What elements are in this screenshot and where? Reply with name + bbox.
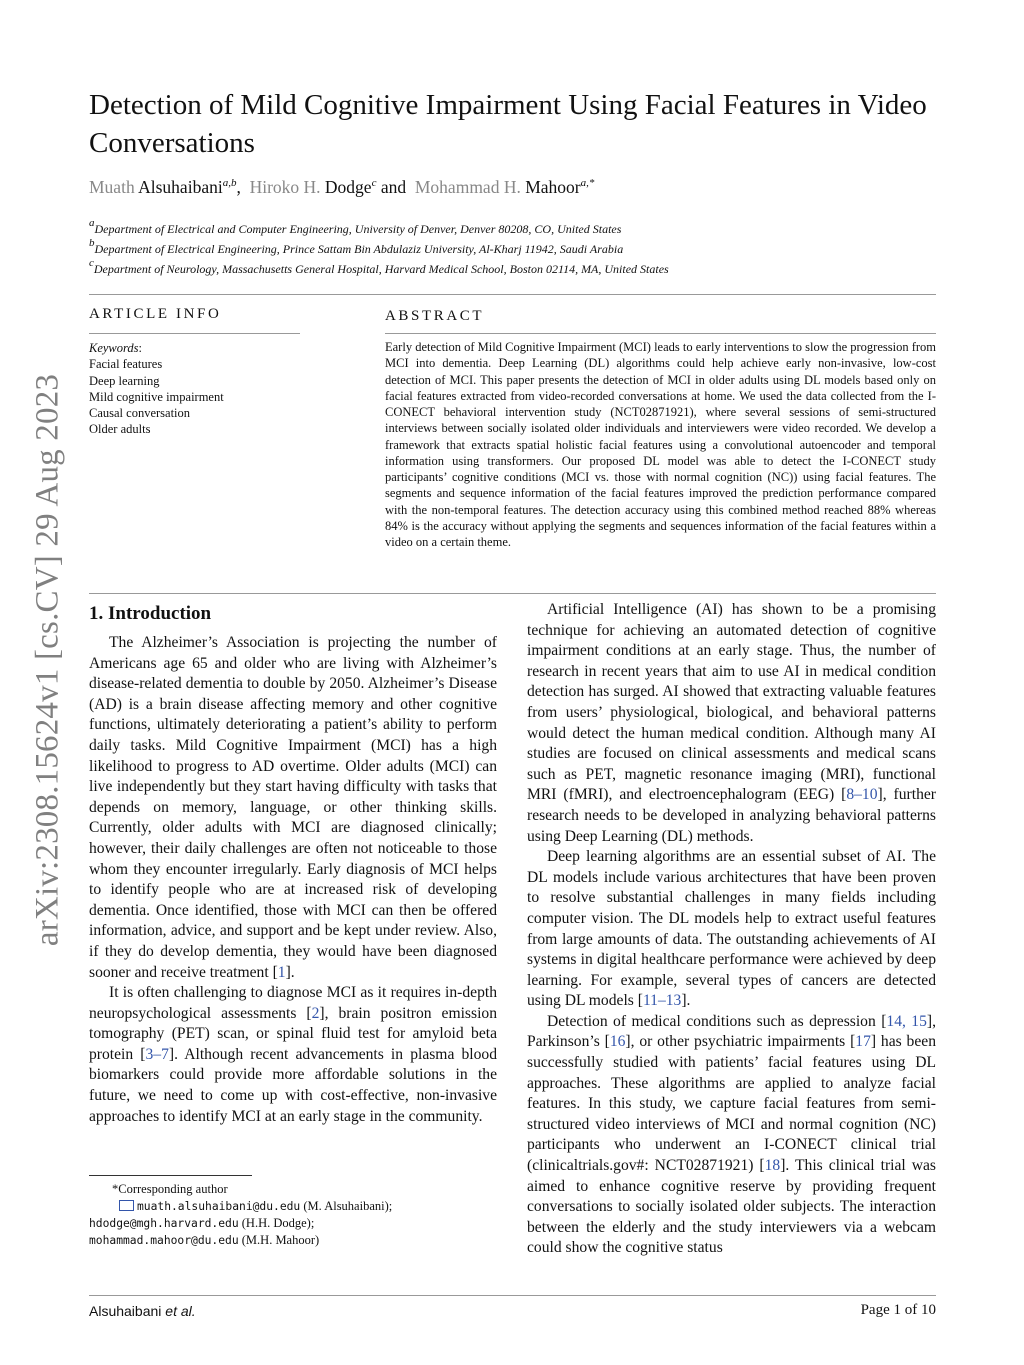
keyword-item: Mild cognitive impairment bbox=[89, 389, 224, 404]
keyword-item: Causal conversation bbox=[89, 406, 191, 421]
running-author-footer bbox=[89, 1303, 196, 1319]
email-link-3[interactable]: mohammad.mahoor@du.edu bbox=[89, 1234, 239, 1247]
footnote-corresponding: *Corresponding author bbox=[112, 1182, 228, 1196]
affiliation-a bbox=[89, 217, 622, 237]
arxiv-identifier-sidebar bbox=[18, 350, 78, 970]
citation-link[interactable]: 16 bbox=[609, 1033, 626, 1051]
abstract-heading: ABSTRACT bbox=[385, 308, 485, 324]
intro-p1-end: ]. bbox=[285, 963, 295, 981]
email-link-1[interactable]: muath.alsuhaibani@du.edu bbox=[137, 1200, 301, 1213]
arxiv-identifier-text: arXiv:2308.15624v1 [cs.CV] 29 Aug 2023 bbox=[29, 373, 66, 947]
citation-link[interactable]: 2 bbox=[311, 1004, 320, 1022]
intro-paragraph-2 bbox=[89, 983, 497, 1127]
right-column bbox=[527, 600, 936, 1259]
article-info-divider bbox=[89, 333, 300, 334]
intro-paragraph-4 bbox=[527, 847, 936, 1012]
author-and: and bbox=[380, 177, 407, 197]
intro-p2-text-a: It is often challenging to diagnose MCI as it requires in-depth neuropsychological assessments [ bbox=[89, 984, 497, 1022]
header-divider bbox=[89, 294, 936, 295]
footer-etal: et al. bbox=[161, 1303, 196, 1319]
intro-p1-text: The Alzheimer’s Association is projecting the number of Americans age 65 and older who are living with Alzheimer’s disease-related dementia to double by 2050. Alzheimer’s Disease (AD) is a brain disease affecting memory and other cognitive functions, ultimately deteriorating a patient’s ability to perform daily tasks. Mild Cognitive Impairment (MCI) has a high likelihood to progress to AD overtime. Older adults (MCI) can live independently but they start having difficulty with tasks that depends on memory, language, or other thinking skills. Currently, older adults with MCI are diagnosed clinically; however, their daily challenges are often not noticeable to those whom they encounter irregularly. Early diagnosis of MCI helps to identify people who are at increased risk of developing dementia. Once identified, those with MCI can then be offered information, advice, and support and be kept under review. Also, if they do develop dementia, they would have been diagnosed sooner and receive treatment [ bbox=[89, 634, 497, 981]
keywords-label: Keywords bbox=[89, 341, 139, 355]
affiliation-b-text: Department of Electrical Engineering, Prince Sattam Bin Abdulaziz University, Al-Kharj 11942, Saudi Arabia bbox=[94, 242, 624, 256]
intro-p4-text-b: ]. bbox=[681, 992, 691, 1010]
intro-p2-text-b: ], brain positron emission tomography (PET) scan, or spinal fluid test for amyloid beta protein [ bbox=[89, 1004, 497, 1063]
author-2-sup: c bbox=[371, 177, 377, 189]
email-owner-3: (M.H. Mahoor) bbox=[238, 1233, 320, 1247]
author-3-family: Mahoor bbox=[525, 177, 581, 197]
intro-p5-text-b: ], Parkinson’s [ bbox=[527, 1012, 936, 1051]
email-owner-1: (M. Alsuhaibani); bbox=[300, 1199, 393, 1213]
section-heading-introduction: 1. Introduction bbox=[89, 603, 212, 624]
abstract-text: Early detection of Mild Cognitive Impairment (MCI) leads to early interventions to slow the progression from MCI into dementia. Deep Learning (DL) algorithms could help achieve early non-invasive, low-cost detection of MCI. This paper presents the detection of MCI in older adults using DL models based only on facial features extracted from video-recorded conversations at home. We used the data collected from the I-CONECT behavioral intervention study (NCT02871921), where several sessions of semi-structured interviews between socially isolated older individuals and interviewers were video recorded. We develop a framework that extracts spatial holistic facial features using a convolutional autoencoder and temporal information using transformers. Our proposed DL model was able to detect the I-CONECT study participants’ cognitive conditions (MCI vs. those with normal cognition (NC)) using facial features. The segments and sequence information of the facial features improved the prediction performance compared with the non-temporal features. The detection accuracy using this combined method reached 88% whereas 84% is the accuracy without applying the segments and sequences information of the facial features within a video on a certain theme. bbox=[385, 340, 936, 549]
footnote-divider bbox=[89, 1175, 252, 1176]
affiliation-c-text: Department of Neurology, Massachusetts General Hospital, Harvard Medical School, Boston 02114, MA, United States bbox=[93, 262, 669, 276]
affiliation-b bbox=[89, 237, 624, 257]
author-2-family: Dodge bbox=[324, 177, 372, 197]
footnote-block bbox=[89, 1181, 509, 1249]
intro-p3-text-a: Artificial Intelligence (AI) has shown to be a promising technique for achieving an automated detection of cognitive impairment conditions at an early stage. Thus, the number of research in recent years that aim to use AI in medical condition detection has surged. AI showed that extracting valuable features from users’ physiological, biological, and behavioral patterns would detect the human medical condition. Although many AI studies are focused on clinical assessments and medical scans such as PET, magnetic resonance imaging (MRI), functional MRI (fMRI), and electroencephalogram (EEG) [ bbox=[527, 601, 936, 804]
intro-p4-text-a: Deep learning algorithms are an essential subset of AI. The DL models include various architectures that have been proven to resolve substantial challenges in many fields including computer vision. The DL models help to extract useful features from large amounts of data. The outstanding achievements of AI systems in digital healthcare performance were achieved by deep learning. For example, several types of cancers are detected using DL models [ bbox=[527, 848, 936, 1010]
affiliation-b-sup: b bbox=[89, 237, 95, 249]
keyword-item: Deep learning bbox=[89, 373, 160, 388]
author-list: Muath Alsuhaibani$^{a,b}$, Hiroko H. Dodge$^c$ and Mohammad H. Mahoor$^{a,*}$ bbox=[89, 177, 595, 197]
intro-p5-text-a: Detection of medical conditions such as depression [ bbox=[547, 1012, 887, 1030]
footer-author: Alsuhaibani bbox=[89, 1303, 162, 1319]
intro-p5-text-c: ], or other psychiatric impairments [ bbox=[625, 1033, 856, 1051]
citation-link[interactable]: 11–13 bbox=[642, 992, 682, 1010]
left-column bbox=[89, 633, 497, 1127]
intro-p5-text-e: ]. This clinical trial was aimed to enhance cognitive reserve by providing frequent conversations to socially isolated older subjects. The interaction between the elderly and the study interviewers via a webcam could show the cognitive status bbox=[527, 1157, 936, 1257]
affiliation-c bbox=[89, 257, 669, 277]
keywords-block: Keywords: Facial features Deep learning Mild cognitive impairment Causal conversation Older adults bbox=[89, 341, 224, 437]
paper-title: Detection of Mild Cognitive Impairment Using Facial Features in Video Conversations bbox=[89, 89, 927, 159]
email-link-2[interactable]: hdodge@mgh.harvard.edu bbox=[89, 1217, 239, 1230]
author-1-given: Muath bbox=[89, 177, 135, 197]
author-1-sup: a,b bbox=[222, 177, 237, 189]
affiliation-c-sup: c bbox=[89, 257, 94, 269]
citation-link[interactable]: 17 bbox=[855, 1033, 871, 1051]
footer-divider bbox=[89, 1295, 936, 1296]
author-3-given: Mohammad H. bbox=[414, 177, 521, 197]
author-3-sup: a,* bbox=[580, 177, 595, 189]
intro-p3-text-b: ], further research needs to be developed in analyzing behavioral patterns using Deep Learning (DL) methods. bbox=[527, 786, 936, 845]
author-2-given: Hiroko H. bbox=[249, 177, 321, 197]
intro-paragraph-1 bbox=[89, 633, 497, 983]
abstract-divider bbox=[385, 333, 936, 334]
citation-link[interactable]: 8–10 bbox=[846, 786, 878, 804]
page-number: Page 1 of 10 bbox=[860, 1302, 936, 1318]
author-1-family: Alsuhaibani bbox=[138, 177, 223, 197]
intro-paragraph-5 bbox=[527, 1012, 936, 1259]
citation-link[interactable]: 1 bbox=[277, 963, 286, 981]
intro-paragraph-3 bbox=[527, 600, 936, 847]
citation-link[interactable]: 14, 15 bbox=[886, 1012, 927, 1030]
envelope-icon bbox=[119, 1200, 134, 1211]
body-divider bbox=[89, 593, 936, 594]
affiliation-a-text: Department of Electrical and Computer Engineering, University of Denver, Denver 80208, CO, United States bbox=[94, 222, 622, 236]
intro-p5-text-d: ] has been successfully studied with patients’ facial features using DL approaches. These algorithms are applied to analyze facial features. In this study, we capture facial features from semi-structured video interviews of MCI and normal cognition (NC) participants who underwent an I-CONECT clinical trial (clinicaltrials.gov#: NCT02871921) [ bbox=[527, 1033, 936, 1175]
citation-link[interactable]: 18 bbox=[764, 1157, 781, 1175]
article-info-heading: ARTICLE INFO bbox=[89, 306, 222, 322]
keyword-item: Older adults bbox=[89, 422, 151, 437]
email-owner-2: (H.H. Dodge); bbox=[238, 1216, 315, 1230]
keyword-item: Facial features bbox=[89, 357, 163, 372]
affiliation-a-sup: a bbox=[89, 217, 95, 229]
intro-p2-text-c: ]. Although recent advancements in plasma blood biomarkers could provide more affordable solutions in the future, we need to come up with cost-effective, non-invasive approaches to identify MCI at an early stage in the community. bbox=[89, 1045, 498, 1125]
citation-link[interactable]: 3–7 bbox=[145, 1045, 169, 1063]
